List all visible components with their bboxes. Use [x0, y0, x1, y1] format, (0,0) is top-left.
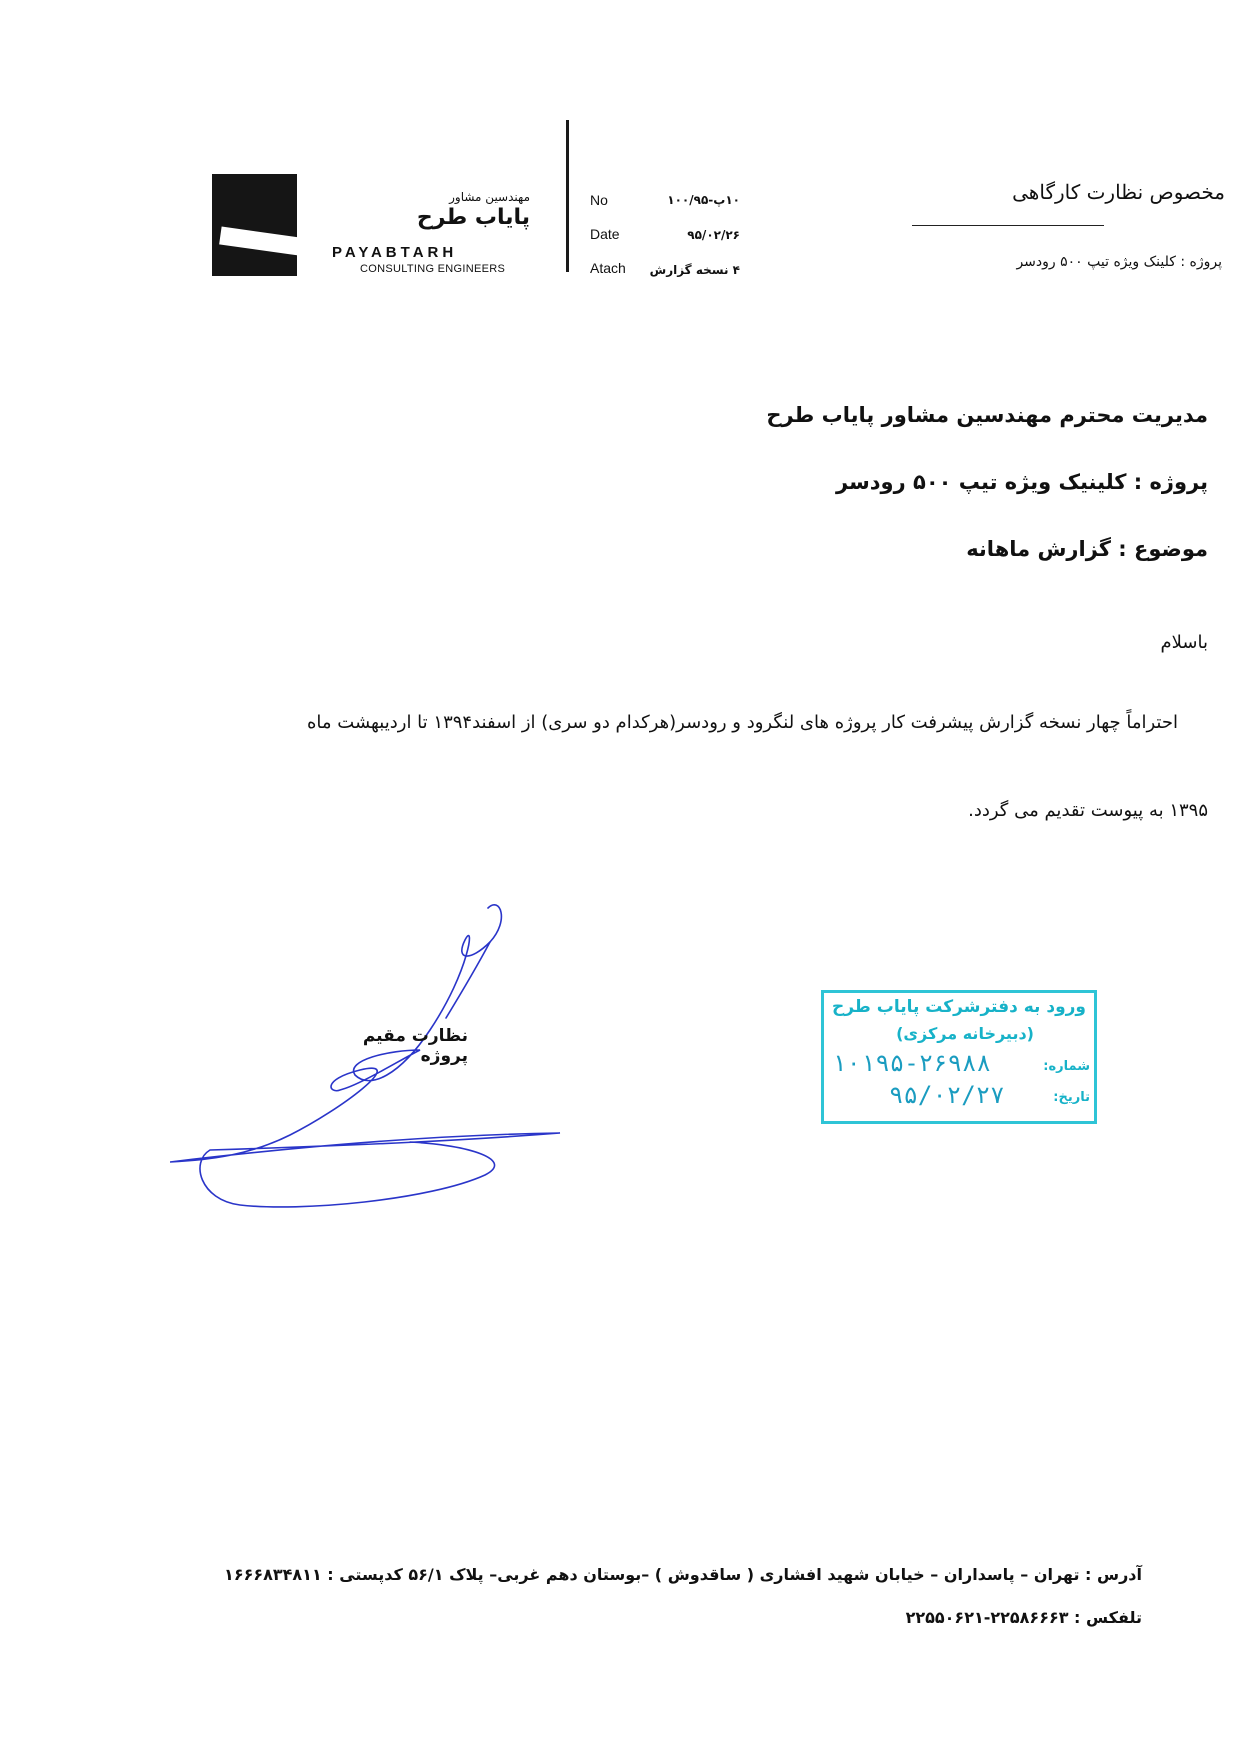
- handwritten-underline: [912, 225, 1104, 226]
- footer-address: آدرس : تهران – پاسداران – خیابان شهید افشاری ( ساقدوش ) –بوستان دهم غربی– پلاک ۵۶/۱ کدپستی : ۱۶۶۶۸۳۴۸۱۱: [224, 1565, 1142, 1584]
- company-logo-mark: [212, 174, 297, 276]
- header-project-ref: پروژه : کلینک ویژه تیپ ۵۰۰ رودسر: [1016, 254, 1222, 270]
- stamp-line-1: ورود به دفترشرکت پایاب طرح: [831, 997, 1086, 1017]
- stamp-date-value: ۹۵/۰۲/۲۷: [889, 1081, 1005, 1109]
- letter-body-line-1: احتراماً چهار نسخه گزارش پیشرفت کار پروژه های لنگرود و رودسر(هرکدام دو سری) از اسفند۱۳۹۴ تا اردیبهشت ماه: [307, 712, 1178, 733]
- header-divider: [566, 120, 569, 272]
- letter-greeting: باسلام: [1160, 632, 1208, 653]
- no-value: ۱۰پ-۱۰۰/۹۵: [667, 193, 740, 207]
- letter-body-line-2: ۱۳۹۵ به پیوست تقدیم می گردد.: [968, 800, 1208, 821]
- stamp-number-label: شماره:: [1043, 1059, 1090, 1074]
- letter-subject: موضوع : گزارش ماهانه: [966, 537, 1208, 561]
- date-label: Date: [590, 226, 620, 242]
- signatory-title: نظارت مقیم پروژه: [362, 1026, 468, 1066]
- received-stamp: [821, 990, 1097, 1124]
- date-value: ۹۵/۰۲/۲۶: [687, 228, 740, 242]
- attach-label: Atach: [590, 260, 626, 276]
- attach-value: ۴ نسخه گزارش: [649, 263, 740, 277]
- stamp-line-2: (دبیرخانه مرکزی): [896, 1024, 1034, 1043]
- no-label: No: [590, 192, 608, 208]
- logo-name-en: PAYABTARH: [332, 244, 458, 261]
- stamp-date-label: تاریخ:: [1053, 1090, 1090, 1105]
- letter-project: پروژه : کلینیک ویژه تیپ ۵۰۰ رودسر: [836, 470, 1208, 494]
- stamp-number-value: ۱۰۱۹۵-۲۶۹۸۸: [832, 1049, 991, 1077]
- handwritten-header-title: مخصوص نظارت کارگاهی: [1012, 180, 1225, 204]
- logo-notch-shape: [219, 227, 297, 256]
- logo-name-fa: پایاب طرح: [416, 205, 530, 230]
- logo-pretitle: مهندسین مشاور: [449, 190, 530, 204]
- letter-addressee: مدیریت محترم مهندسین مشاور پایاب طرح: [766, 403, 1208, 427]
- footer-phone: تلفکس : ۲۲۵۸۶۶۶۳-۲۲۵۵۰۶۲۱: [905, 1608, 1142, 1627]
- logo-subtitle: CONSULTING ENGINEERS: [360, 263, 506, 275]
